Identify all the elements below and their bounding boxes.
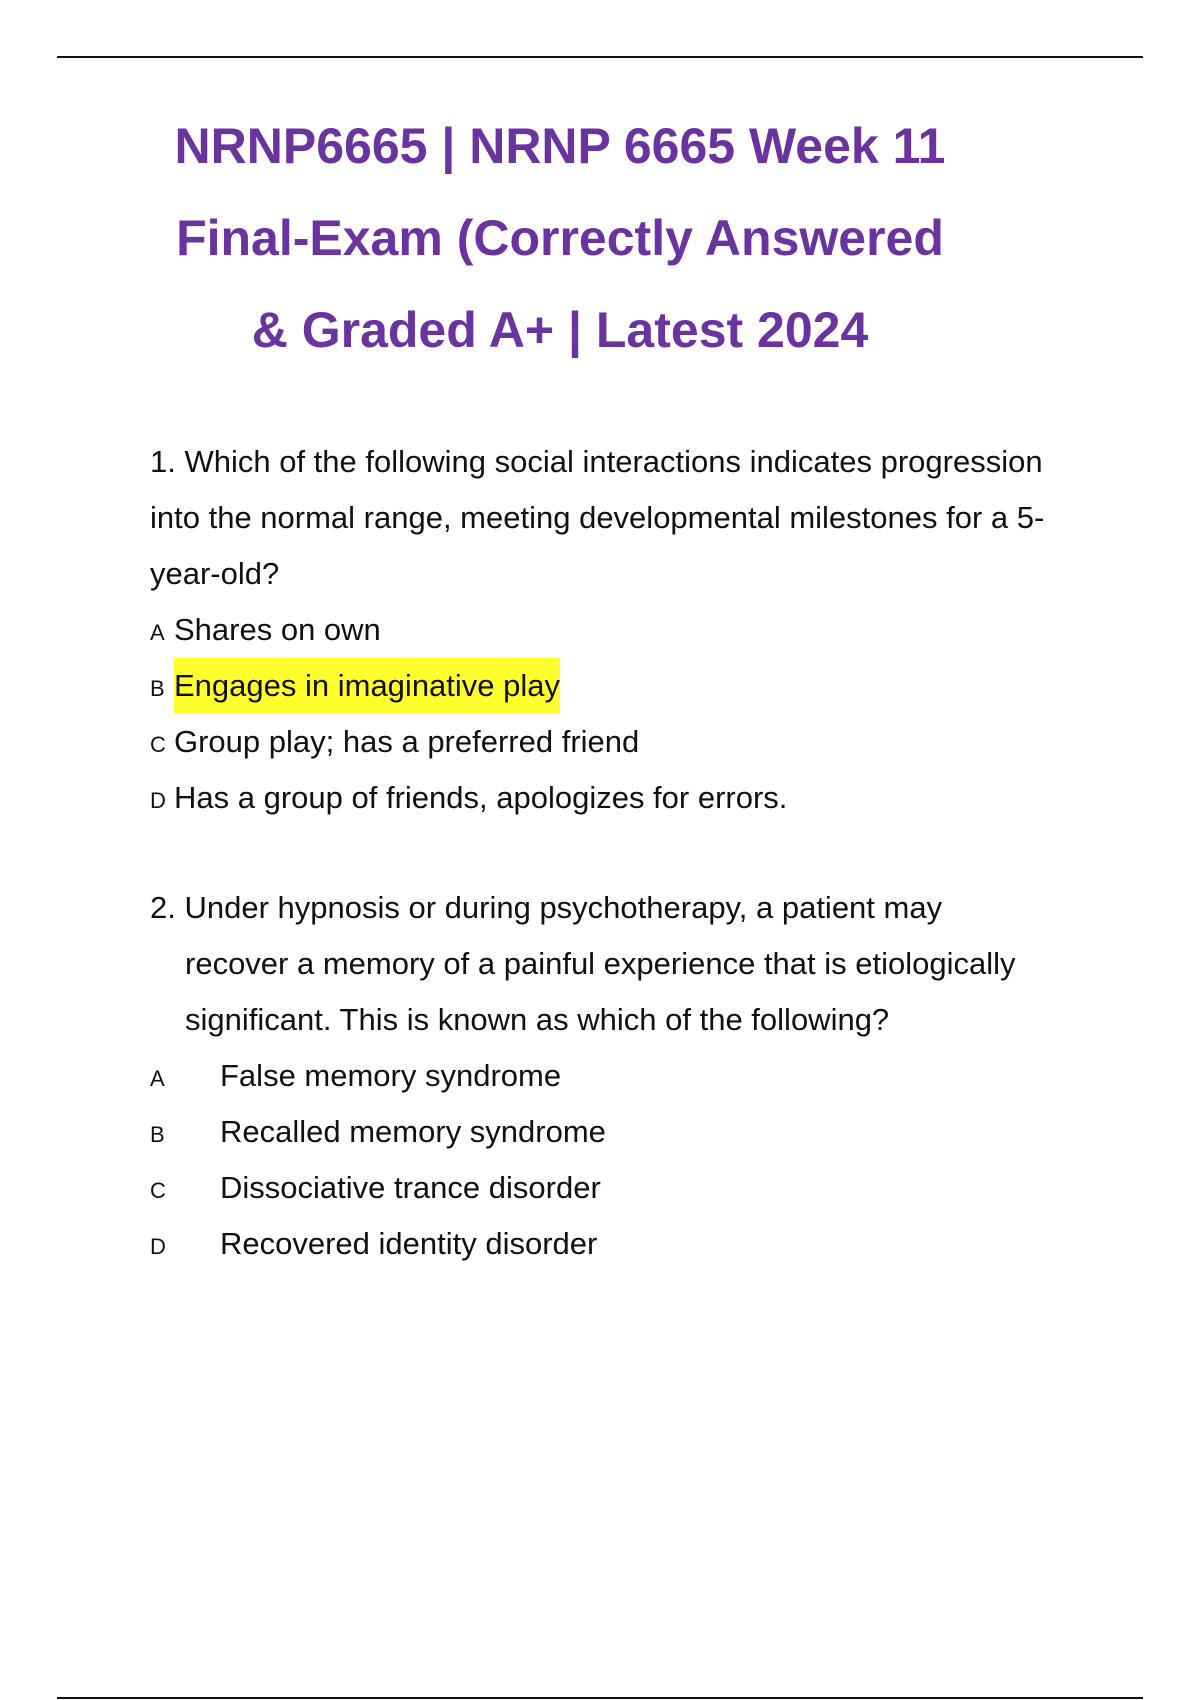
question-1-option-b <box>150 658 1090 714</box>
option-letter: B <box>150 676 165 701</box>
question-1 <box>150 434 1090 826</box>
option-text: Shares on own <box>174 612 381 647</box>
question-2 <box>150 880 1050 1272</box>
question-2-text: 2. Under hypnosis or during psychotherapy, a patient may recover a memory of a painful experience that is etiologically significant. This is known as which of the following? <box>150 890 1016 1037</box>
question-1-option-a <box>150 602 1090 658</box>
option-text: Recovered identity disorder <box>220 1226 598 1261</box>
option-text: Recalled memory syndrome <box>220 1114 606 1149</box>
top-rule <box>57 56 1143 58</box>
question-2-option-d <box>150 1216 1050 1272</box>
option-letter: D <box>150 788 166 813</box>
option-text: Dissociative trance disorder <box>220 1170 601 1205</box>
option-letter: D <box>150 1234 166 1259</box>
option-letter: B <box>150 1122 165 1147</box>
title-line-2: Final-Exam (Correctly Answered <box>176 210 944 266</box>
option-letter: C <box>150 1178 166 1203</box>
option-text: Group play; has a preferred friend <box>174 724 640 759</box>
title-line-1: NRNP6665 | NRNP 6665 Week 11 <box>174 118 946 174</box>
title-line-3: & Graded A+ | Latest 2024 <box>251 302 869 358</box>
option-text: False memory syndrome <box>220 1058 562 1093</box>
question-1-option-d <box>150 770 1090 826</box>
option-letter: A <box>150 1066 165 1091</box>
bottom-rule <box>57 1697 1143 1699</box>
option-letter: A <box>150 620 165 645</box>
document-title <box>100 100 1020 376</box>
question-2-option-a <box>150 1048 1050 1104</box>
question-2-option-c <box>150 1160 1050 1216</box>
highlighted-answer: Engages in imaginative play <box>174 658 560 714</box>
question-2-option-b <box>150 1104 1050 1160</box>
question-1-text: 1. Which of the following social interactions indicates progression into the normal range, meeting developmental milestones for a 5-year-old? <box>150 444 1045 591</box>
option-letter: C <box>150 732 166 757</box>
question-1-option-c <box>150 714 1090 770</box>
option-text: Has a group of friends, apologizes for errors. <box>174 780 788 815</box>
